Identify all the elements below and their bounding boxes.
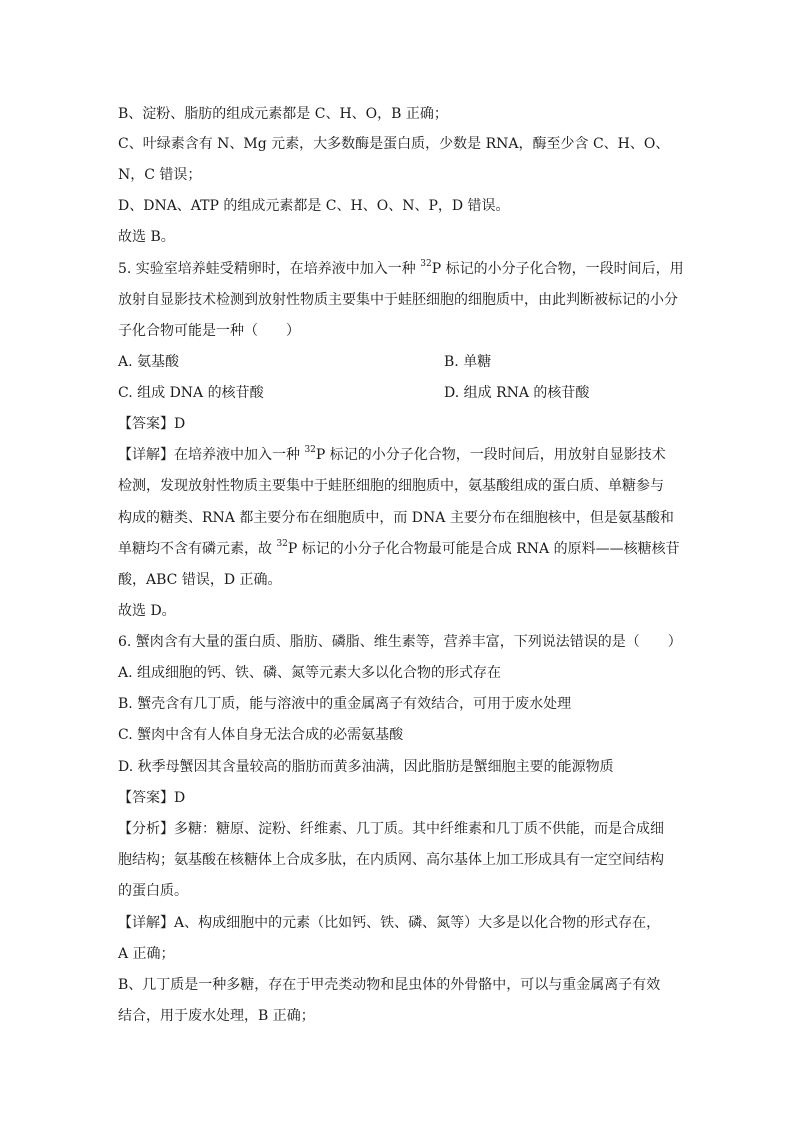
q5-detail-line4-pre: 单糖均不含有磷元素，故: [118, 541, 277, 557]
isotope-mass-number: 32: [276, 539, 288, 550]
q6-detail-a-line1: 【详解】A、构成细胞中的元素（比如钙、铁、磷、氮等）大多是以化合物的形式存在，: [118, 915, 661, 931]
q5-detail-line3: 构成的糖类、RNA 都主要分布在细胞质中，而 DNA 主要分布在细胞核中，但是氨基酸和: [118, 510, 674, 526]
q4-option-d-explanation: D、DNA、ATP 的组成元素都是 C、H、O、N、P，D 错误。: [118, 198, 510, 214]
q5-detail-line4-post: P 标记的小分子化合物最可能是合成 RNA 的原料——核糖核苷: [287, 541, 680, 557]
q6-detail-a-line2: A 正确；: [118, 946, 175, 962]
q6-analysis-line3: 的蛋白质。: [118, 883, 188, 899]
isotope-mass-number: 32: [420, 259, 432, 270]
q5-detail-line4: [118, 539, 680, 559]
q5-conclusion: 故选 D。: [118, 603, 176, 619]
q5-stem-line3: 子化合物可能是一种（ ）: [118, 323, 300, 339]
q6-detail-b-line1: B、几丁质是一种多糖，存在于甲壳类动物和昆虫体的外骨骼中，可以与重金属离子有效: [118, 977, 661, 993]
isotope-mass-number: 32: [304, 445, 316, 456]
q4-option-c-explanation-line2: N，C 错误；: [118, 167, 202, 183]
q6-stem: 6. 蟹肉含有大量的蛋白质、脂肪、磷脂、维生素等，营养丰富，下列说法错误的是（ ）: [118, 634, 682, 650]
q5-detail-line2: 检测，发现放射性物质主要集中于蛙胚细胞的细胞质中，氨基酸组成的蛋白质、单糖参与: [118, 478, 664, 494]
q5-stem-line2: 放射自显影技术检测到放射性物质主要集中于蛙胚细胞的细胞质中，由此判断被标记的小分: [118, 292, 678, 308]
q5-detail-line1-pre: 【详解】在培养液中加入一种: [118, 447, 305, 463]
q4-option-b-explanation: B、淀粉、脂肪的组成元素都是 C、H、O，B 正确；: [118, 106, 448, 122]
q5-option-b: B. 单糖: [444, 354, 492, 370]
q5-stem-line1: [118, 259, 684, 279]
q5-answer: 【答案】D: [118, 416, 186, 432]
q5-stem-line1-pre: 5. 实验室培养蛙受精卵时，在培养液中加入一种: [118, 261, 421, 277]
q4-option-c-explanation-line1: C、叶绿素含有 N、Mg 元素，大多数酶是蛋白质，少数是 RNA，酶至少含 C、H、O、: [118, 136, 670, 152]
q6-option-d: D. 秋季母蟹因其含量较高的脂肪而黄多油满，因此脂肪是蟹细胞主要的能源物质: [118, 759, 614, 775]
q4-conclusion: 故选 B。: [118, 229, 175, 245]
q6-answer: 【答案】D: [118, 790, 186, 806]
q6-option-b: B. 蟹壳含有几丁质，能与溶液中的重金属离子有效结合，可用于废水处理: [118, 696, 572, 712]
q6-option-c: C. 蟹肉中含有人体自身无法合成的必需氨基酸: [118, 727, 404, 743]
q6-detail-b-line2: 结合，用于废水处理，B 正确；: [118, 1008, 315, 1024]
q6-analysis-line1: 【分析】多糖：糖原、淀粉、纤维素、几丁质。其中纤维素和几丁质不供能，而是合成细: [118, 821, 664, 837]
q6-analysis-line2: 胞结构；氨基酸在核糖体上合成多肽，在内质网、高尔基体上加工形成具有一定空间结构: [118, 852, 664, 868]
q5-stem-line1-post: P 标记的小分子化合物，一段时间后，用: [431, 261, 684, 277]
q5-detail-line5: 酸，ABC 错误，D 正确。: [118, 572, 282, 588]
q5-detail-line1: [118, 445, 666, 465]
q5-detail-line1-post: P 标记的小分子化合物，一段时间后，用放射自显影技术: [315, 447, 666, 463]
q6-option-a: A. 组成细胞的钙、铁、磷、氮等元素大多以化合物的形式存在: [118, 665, 502, 681]
q5-option-a: A. 氨基酸: [118, 354, 180, 370]
q5-option-c: C. 组成 DNA 的核苷酸: [118, 385, 264, 401]
q5-option-d: D. 组成 RNA 的核苷酸: [444, 385, 590, 401]
